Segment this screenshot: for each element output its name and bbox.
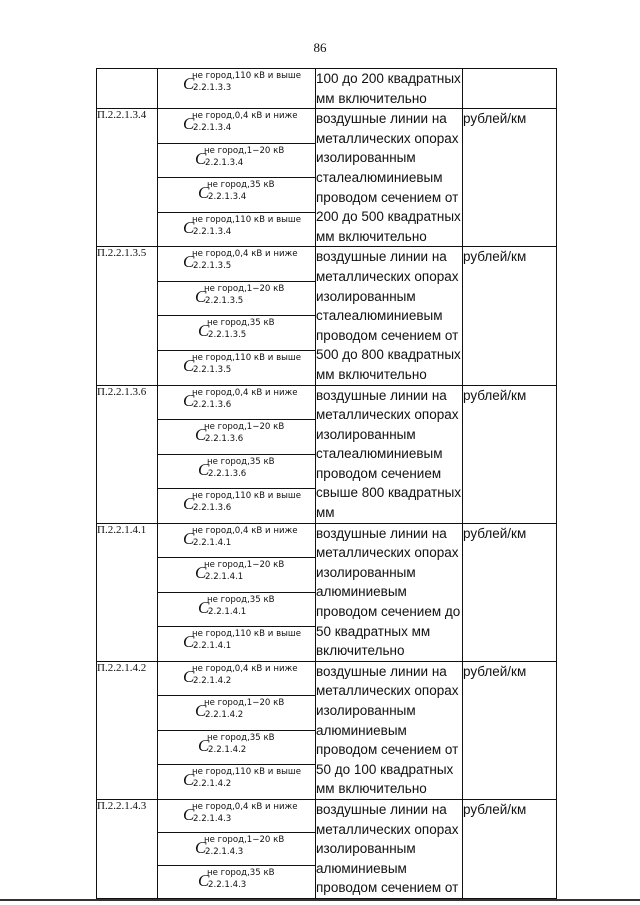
symbol-letter: C [183, 666, 195, 686]
symbol-letter: C [183, 528, 195, 548]
symbol-cell [158, 350, 316, 385]
unit-cell: рублей/км [463, 799, 557, 898]
symbol-subscript: 2.2.1.3.3 [193, 83, 232, 93]
symbol-subscript: 2.2.1.4.2 [193, 675, 232, 686]
symbol-letter: C [183, 390, 195, 410]
symbol-letter: C [195, 286, 207, 306]
symbol-subscript: 2.2.1.3.4 [205, 157, 244, 168]
symbol-cell [158, 661, 316, 696]
unit-cell: рублей/км [463, 109, 557, 247]
symbol-subscript: 2.2.1.3.6 [205, 434, 244, 445]
symbol-subscript: 2.2.1.3.6 [208, 468, 247, 479]
symbol-cell [158, 730, 316, 765]
symbol-letter: C [183, 770, 195, 790]
code-cell: П.2.2.1.3.5 [97, 247, 158, 385]
symbol-cell [158, 592, 316, 627]
table-row [97, 69, 557, 109]
symbol-superscript: не город,110 кВ и выше [192, 767, 302, 778]
symbol-cell [158, 316, 316, 351]
symbol-cell [158, 69, 316, 109]
symbol-letter: C [198, 735, 210, 755]
symbol-subscript: 2.2.1.4.3 [193, 813, 232, 824]
symbol-letter: C [183, 252, 195, 272]
symbol-subscript: 2.2.1.4.2 [193, 779, 232, 790]
symbol-superscript: не город,0,4 кВ и ниже [192, 525, 298, 536]
symbol-cell [158, 558, 316, 593]
symbol-superscript: не город,35 кВ [207, 180, 275, 191]
symbol-cell [158, 109, 316, 144]
code-cell: П.2.2.1.3.4 [97, 109, 158, 247]
description-cell: воздушные линии на металлических опорах изолированным алюминиевым проводом сечением от [316, 799, 463, 898]
symbol-superscript: не город,0,4 кВ и ниже [192, 663, 298, 674]
table-row [97, 523, 557, 558]
symbol-cell [158, 281, 316, 316]
description-cell: воздушные линии на металлических опорах изолированным сталеалюминиевым проводом сечением от 500 до 800 квадратных мм включительно [316, 247, 463, 385]
symbol-letter: C [183, 632, 195, 652]
symbol-letter: C [198, 870, 210, 890]
symbol-superscript: не город,35 кВ [207, 732, 275, 743]
code-cell [97, 69, 158, 109]
symbol-subscript: 2.2.1.3.6 [193, 503, 232, 514]
symbol-subscript: 2.2.1.4.1 [208, 606, 247, 617]
symbol-superscript: не город,1−20 кВ [204, 560, 285, 571]
symbol-cell [158, 627, 316, 662]
unit-cell: рублей/км [463, 385, 557, 523]
symbol-subscript: 2.2.1.3.4 [193, 123, 232, 134]
symbol-cell [158, 143, 316, 178]
symbol-letter: C [183, 355, 195, 375]
rates-table-body [97, 69, 557, 899]
description-cell: воздушные линии на металлических опорах изолированным сталеалюминиевым проводом сечением свыше 800 квадратных мм [316, 385, 463, 523]
symbol-superscript: не город,110 кВ и выше [192, 352, 302, 363]
symbol-letter: C [198, 597, 210, 617]
symbol-superscript: не город,0,4 кВ и ниже [192, 801, 298, 812]
symbol-letter: C [183, 74, 195, 93]
symbol-letter: C [183, 494, 195, 514]
symbol-cell [158, 385, 316, 420]
symbol-letter: C [198, 321, 210, 341]
unit-cell [463, 69, 557, 109]
symbol-cell [158, 454, 316, 489]
symbol-superscript: не город,0,4 кВ и ниже [192, 249, 298, 260]
unit-cell: рублей/км [463, 523, 557, 661]
page-bottom-border [0, 899, 640, 901]
symbol-cell [158, 799, 316, 832]
code-cell: П.2.2.1.3.6 [97, 385, 158, 523]
symbol-superscript: не город,1−20 кВ [204, 283, 285, 294]
symbol-superscript: не город,35 кВ [207, 594, 275, 605]
symbol-letter: C [195, 701, 207, 721]
symbol-cell [158, 212, 316, 247]
code-cell: П.2.2.1.4.1 [97, 523, 158, 661]
page-number: 86 [313, 40, 327, 55]
symbol-superscript: не город,110 кВ и выше [192, 491, 302, 502]
description-cell: воздушные линии на металлических опорах изолированным алюминиевым проводом сечением до 50 квадратных мм включительно [316, 523, 463, 661]
symbol-letter: C [195, 148, 207, 168]
table-row [97, 109, 557, 144]
symbol-subscript: 2.2.1.3.5 [193, 364, 232, 375]
symbol-superscript: не город,110 кВ и выше [192, 214, 302, 225]
symbol-subscript: 2.2.1.3.5 [205, 295, 244, 306]
symbol-superscript: не город,1−20 кВ [204, 422, 285, 433]
symbol-cell [158, 247, 316, 282]
symbol-cell [158, 765, 316, 800]
symbol-cell [158, 865, 316, 898]
symbol-cell [158, 178, 316, 213]
description-cell: 100 до 200 квадратных мм включительно [316, 69, 463, 109]
unit-cell: рублей/км [463, 661, 557, 799]
table-row [97, 799, 557, 832]
symbol-subscript: 2.2.1.4.1 [205, 572, 244, 583]
table-row [97, 661, 557, 696]
symbol-subscript: 2.2.1.4.3 [205, 846, 244, 857]
symbol-cell [158, 696, 316, 731]
symbol-subscript: 2.2.1.3.4 [193, 226, 232, 237]
rates-table [96, 68, 557, 899]
symbol-subscript: 2.2.1.4.2 [205, 710, 244, 721]
symbol-superscript: не город,1−20 кВ [204, 834, 285, 845]
symbol-letter: C [198, 183, 210, 203]
symbol-superscript: не город,35 кВ [207, 456, 275, 467]
symbol-cell [158, 832, 316, 865]
symbol-subscript: 2.2.1.4.3 [208, 879, 247, 890]
symbol-cell [158, 420, 316, 455]
symbol-superscript: не город,1−20 кВ [204, 698, 285, 709]
symbol-letter: C [198, 459, 210, 479]
symbol-subscript: 2.2.1.3.5 [208, 330, 247, 341]
symbol-subscript: 2.2.1.4.2 [208, 744, 247, 755]
table-row [97, 385, 557, 420]
symbol-superscript: не город,0,4 кВ и ниже [192, 387, 298, 398]
symbol-letter: C [183, 114, 195, 134]
symbol-letter: C [195, 563, 207, 583]
symbol-letter: C [195, 425, 207, 445]
symbol-subscript: 2.2.1.4.1 [193, 537, 232, 548]
symbol-letter: C [195, 837, 207, 857]
symbol-superscript: не город,1−20 кВ [204, 145, 285, 156]
symbol-subscript: 2.2.1.3.4 [208, 192, 247, 203]
description-cell: воздушные линии на металлических опорах изолированным сталеалюминиевым проводом сечением от 200 до 500 квадратных мм включительно [316, 109, 463, 247]
symbol-superscript: не город,0,4 кВ и ниже [192, 111, 298, 122]
symbol-superscript: не город,110 кВ и выше [192, 71, 302, 81]
symbol-letter: C [183, 804, 195, 824]
symbol-superscript: не город,35 кВ [207, 867, 275, 878]
code-cell: П.2.2.1.4.2 [97, 661, 158, 799]
symbol-subscript: 2.2.1.3.5 [193, 261, 232, 272]
symbol-superscript: не город,35 кВ [207, 318, 275, 329]
symbol-cell [158, 489, 316, 524]
description-cell: воздушные линии на металлических опорах изолированным алюминиевым проводом сечением от 50 до 100 квадратных мм включительно [316, 661, 463, 799]
symbol-letter: C [183, 217, 195, 237]
unit-cell: рублей/км [463, 247, 557, 385]
symbol-superscript: не город,110 кВ и выше [192, 629, 302, 640]
symbol-subscript: 2.2.1.4.1 [193, 641, 232, 652]
table-row [97, 247, 557, 282]
symbol-cell [158, 523, 316, 558]
symbol-subscript: 2.2.1.3.6 [193, 399, 232, 410]
code-cell: П.2.2.1.4.3 [97, 799, 158, 898]
